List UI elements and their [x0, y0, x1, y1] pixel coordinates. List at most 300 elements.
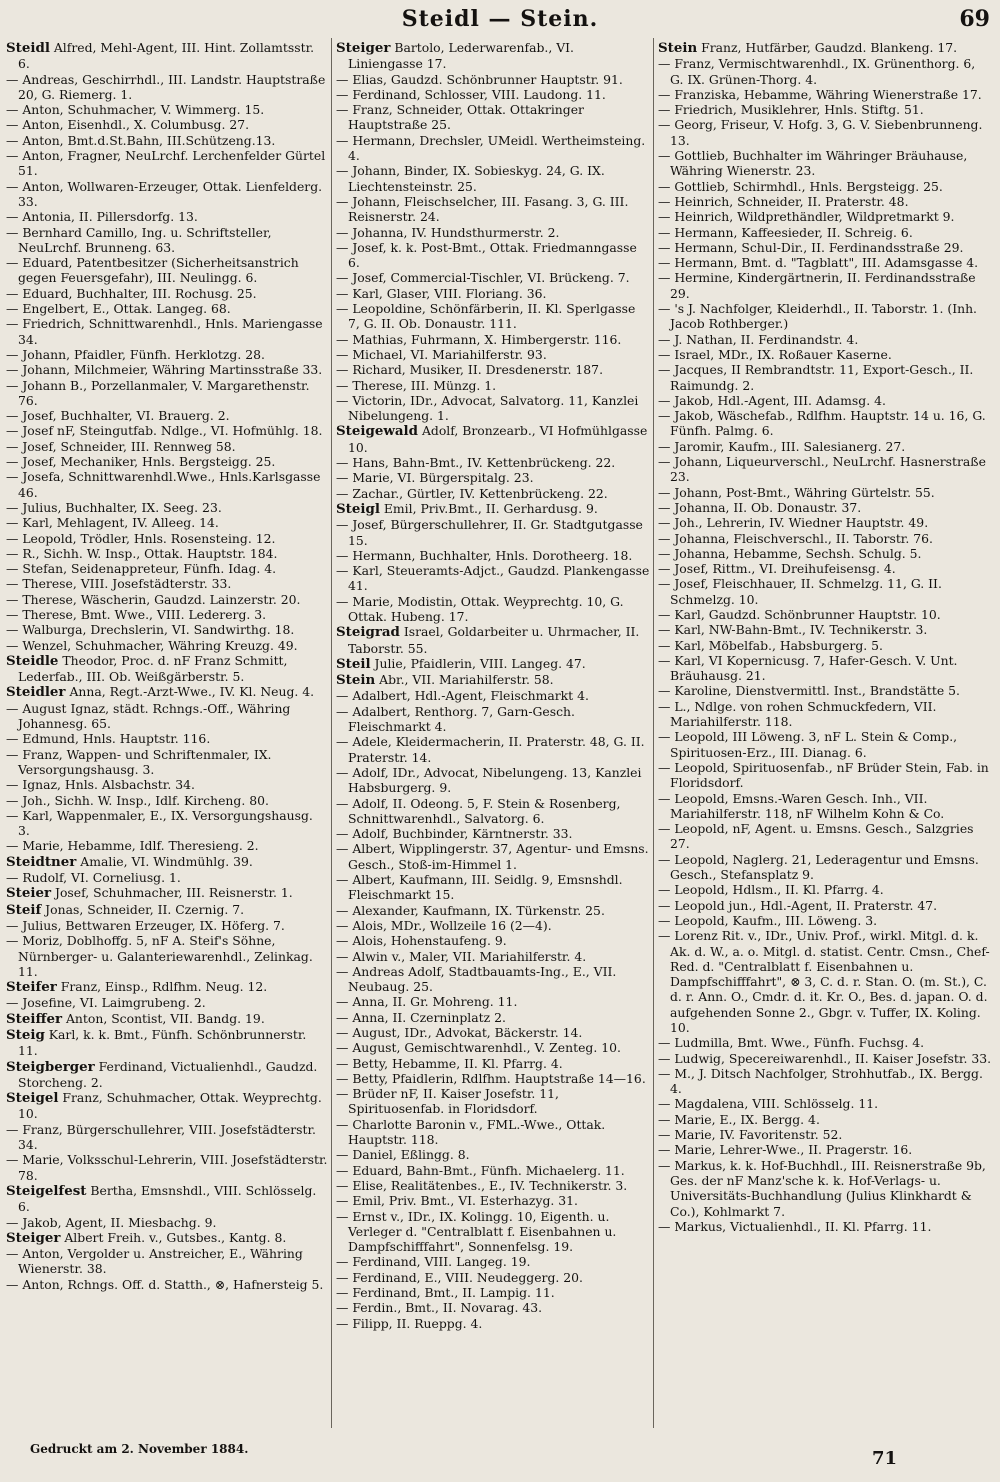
entry-text: — Franz, Wappen- und Schriftenmaler, IX. Versorgungshausg. 3. — [6, 746, 272, 777]
entry-text: — Johanna, Fleischverschl., II. Taborstr. 76. — [658, 530, 933, 546]
surname: Steidler — [6, 684, 66, 701]
surname: Steiffer — [6, 1010, 63, 1027]
directory-entry — [6, 838, 328, 853]
entry-text: — Wenzel, Schuhmacher, Währing Kreuzg. 49. — [6, 637, 298, 653]
directory-entry — [6, 117, 328, 132]
directory-entry — [658, 1219, 992, 1234]
entry-text: — Leopold, nF, Agent. u. Emsns. Gesch., Salzgries 27. — [658, 821, 974, 852]
entry-text: — Hermann, Bmt. d. "Tagblatt", III. Adamsgasse 4. — [658, 255, 979, 271]
directory-entry — [658, 622, 992, 637]
directory-entry — [336, 133, 650, 164]
entry-text: — Johanna, II. Ob. Donaustr. 37. — [658, 499, 862, 515]
entry-text: — Adalbert, Hdl.-Agent, Fleischmarkt 4. — [336, 688, 589, 704]
entry-text: — Hermann, Buchhalter, Hnls. Dorotheerg. 18. — [336, 547, 633, 563]
directory-entry — [336, 517, 650, 548]
directory-column-1 — [6, 40, 328, 1425]
directory-entry — [658, 791, 992, 822]
entry-text: — Johann B., Porzellanmaler, V. Margarethenstr. 76. — [6, 377, 310, 408]
entry-text: — Karl, NW-Bahn-Bmt., IV. Technikerstr. 3. — [658, 622, 928, 638]
directory-entry — [336, 1163, 650, 1178]
directory-entry — [336, 240, 650, 271]
directory-entry — [336, 964, 650, 995]
entry-text: — Anna, II. Gr. Mohreng. 11. — [336, 994, 518, 1010]
directory-entry — [658, 546, 992, 561]
directory-entry — [658, 1096, 992, 1111]
entry-text: — Johann, Fleischselcher, III. Fasang. 3, G. III. Reisnerstr. 24. — [336, 193, 629, 225]
entry-text: — Ludwig, Specereiwarenhdl., II. Kaiser Josefstr. 33. — [658, 1050, 992, 1066]
directory-entry — [336, 903, 650, 918]
directory-entry — [6, 179, 328, 210]
directory-entry — [658, 607, 992, 622]
entry-text: — Ferdinand, E., VIII. Neudeggerg. 20. — [336, 1269, 583, 1285]
directory-entry — [336, 594, 650, 625]
directory-entry — [6, 1059, 328, 1091]
entry-text: — Therese, III. Münzg. 1. — [336, 377, 497, 393]
directory-entry — [6, 870, 328, 885]
directory-entry — [6, 561, 328, 576]
directory-entry — [336, 1254, 650, 1269]
surname: Steifer — [6, 979, 57, 996]
entry-text: — Anna, II. Czerninplatz 2. — [336, 1009, 506, 1025]
entry-text: — Marie, Lehrer-Wwe., II. Pragerstr. 16. — [658, 1142, 913, 1158]
entry-text: — Eduard, Bahn-Bmt., Fünfh. Michaelerg. 11. — [336, 1162, 625, 1178]
entry-text: — Emil, Priv. Bmt., VI. Esterhazyg. 31. — [336, 1193, 578, 1209]
entry-text: — Eduard, Patentbesitzer (Sicherheitsanstrich gegen Feuersgefahr), III. Neulingg. 6. — [6, 255, 299, 286]
entry-text: Israel, Goldarbeiter u. Uhrmacher, II. Taborstr. 55. — [348, 624, 640, 656]
directory-entry — [336, 501, 650, 517]
directory-entry — [336, 301, 650, 332]
directory-entry — [658, 729, 992, 760]
surname: Steil — [336, 655, 371, 672]
directory-entry — [6, 1027, 328, 1059]
entry-text: — Stefan, Seidenappreteur, Fünfh. Idag. 4. — [6, 561, 277, 577]
directory-entry — [6, 701, 328, 732]
entry-text: — Leopoldine, Schönfärberin, II. Kl. Sperlgasse 7, G. II. Ob. Donaustr. 111. — [336, 301, 636, 332]
surname: Stein — [336, 672, 376, 689]
directory-entry — [336, 194, 650, 225]
directory-entry — [6, 255, 328, 286]
entry-text: — Magdalena, VIII. Schlösselg. 11. — [658, 1096, 879, 1112]
entry-text: — Anton, Bmt.d.St.Bahn, III.Schützeng.13. — [6, 132, 276, 148]
entry-text: — Heinrich, Schneider, II. Praterstr. 48. — [658, 193, 909, 209]
surname: Steidle — [6, 652, 59, 669]
directory-entry — [658, 913, 992, 928]
entry-text: — Jakob, Hdl.-Agent, III. Adamsg. 4. — [658, 392, 886, 408]
entry-text: — Hermine, Kindergärtnerin, II. Ferdinandsstraße 29. — [658, 270, 976, 301]
entry-text: — Michael, VI. Mariahilferstr. 93. — [336, 346, 547, 362]
directory-entry — [336, 1193, 650, 1208]
directory-entry — [336, 1071, 650, 1086]
directory-entry — [6, 1090, 328, 1122]
entry-text: — August, Gemischtwarenhdl., V. Zenteg. 10. — [336, 1040, 621, 1056]
entry-text: — Ferdinand, Schlosser, VIII. Laudong. 11. — [336, 86, 606, 102]
directory-entry — [336, 1086, 650, 1117]
directory-entry — [6, 1215, 328, 1230]
entry-text: — Jakob, Wäschefab., Rdlfhm. Hauptstr. 14 u. 16, G. Fünfh. Palmg. 6. — [658, 408, 986, 439]
entry-text: — Marie, VI. Bürgerspitalg. 23. — [336, 470, 534, 486]
entry-text: — Johanna, IV. Hundsthurmerstr. 2. — [336, 224, 560, 240]
entry-text: — Brüder nF, II. Kaiser Josefstr. 11, Spirituosenfab. in Floridsdorf. — [336, 1086, 559, 1117]
directory-entry — [6, 500, 328, 515]
directory-entry — [6, 854, 328, 870]
directory-entry — [336, 672, 650, 688]
directory-entry — [658, 179, 992, 194]
surname: Steigewald — [336, 423, 418, 440]
entry-text: — Ernst v., IDr., IX. Kolingg. 10, Eigenth. u. Verleger d. "Centralblatt f. Eisenbahnen u. Dampfschifffahrt", Sonnenfelsg. 19. — [336, 1208, 617, 1255]
entry-text: — Jaromir, Kaufm., III. Salesianerg. 27. — [658, 438, 906, 454]
entry-text: — Leopold, III Löweng. 3, nF L. Stein & Comp., Spirituosen-Erz., III. Dianag. 6. — [658, 729, 958, 760]
entry-text: — Anton, Eisenhdl., X. Columbusg. 27. — [6, 117, 250, 133]
directory-entry — [336, 1270, 650, 1285]
entry-text: — Johann, Binder, IX. Sobieskyg. 24, G. IX. Liechtensteinstr. 25. — [336, 163, 605, 194]
directory-entry — [336, 765, 650, 796]
entry-text: — Gottlieb, Schirmhdl., Hnls. Bergsteigg. 25. — [658, 178, 943, 194]
directory-entry — [658, 194, 992, 209]
directory-entry — [6, 1246, 328, 1277]
directory-entry — [658, 699, 992, 730]
directory-entry — [336, 455, 650, 470]
directory-entry — [658, 270, 992, 301]
entry-text: Amalie, VI. Windmühlg. 39. — [76, 853, 253, 869]
directory-entry — [658, 240, 992, 255]
directory-entry — [658, 576, 992, 607]
directory-entry — [658, 102, 992, 117]
directory-entry — [658, 531, 992, 546]
entry-text: — Markus, k. k. Hof-Buchhdl., III. Reisnerstraße 9b, Ges. der nF Manz'sche k. k. Hof-Verlags- u. Universitäts-Buchhandlung (Julius Klinkhardt & Co.), Kohlmarkt 7. — [658, 1157, 986, 1219]
directory-entry — [336, 872, 650, 903]
entry-text: — Anton, Vergolder u. Anstreicher, E., Währing Wienerstr. 38. — [6, 1246, 303, 1277]
directory-entry — [336, 347, 650, 362]
directory-entry — [658, 515, 992, 530]
directory-entry — [6, 979, 328, 995]
directory-entry — [658, 393, 992, 408]
directory-entry — [336, 40, 650, 72]
entry-text: — Heinrich, Wildprethändler, Wildpretmarkt 9. — [658, 209, 955, 225]
entry-text: — Leopold, Trödler, Hnls. Rosensteing. 12. — [6, 530, 276, 546]
entry-text: — M., J. Ditsch Nachfolger, Strohhutfab., IX. Bergg. 4. — [658, 1065, 983, 1097]
entry-text: Bartolo, Lederwarenfab., VI. Liniengasse 17. — [348, 40, 574, 72]
entry-text: Emil, Priv.Bmt., II. Gerhardusg. 9. — [379, 500, 598, 516]
entry-text: — Leopold, Hdlsm., II. Kl. Pfarrg. 4. — [658, 882, 884, 898]
entry-text: — August Ignaz, städt. Rchngs.-Off., Währing Johannesg. 65. — [6, 700, 291, 732]
directory-entry — [336, 1010, 650, 1025]
directory-entry — [336, 563, 650, 594]
directory-entry — [6, 1230, 328, 1246]
directory-entry — [658, 653, 992, 684]
directory-entry — [6, 102, 328, 117]
entry-text: — Antonia, II. Pillersdorfg. 13. — [6, 209, 198, 225]
entry-text: — Josef, Fleischhauer, II. Schmelzg. 11, G. II. Schmelzg. 10. — [658, 576, 942, 607]
entry-text: — Gottlieb, Buchhalter im Währinger Bräuhause, Währing Wienerstr. 23. — [658, 148, 968, 179]
directory-entry — [336, 362, 650, 377]
surname: Steig — [6, 1027, 45, 1043]
entry-text: — Andreas, Geschirrhdl., III. Landstr. Hauptstraße 20, G. Riemerg. 1. — [6, 71, 326, 102]
surname: Steigl — [336, 500, 380, 517]
directory-entry — [6, 225, 328, 256]
entry-text: — Marie, IV. Favoritenstr. 52. — [658, 1127, 843, 1143]
entry-text: — Karl, Mehlagent, IV. Alleeg. 14. — [6, 515, 219, 531]
entry-text: — Therese, Bmt. Wwe., VIII. Ledererg. 3. — [6, 606, 267, 622]
surname: Steier — [6, 885, 52, 902]
entry-text: — Leopold, Emsns.-Waren Gesch. Inh., VII. Mariahilferstr. 118, nF Wilhelm Kohn & Co. — [658, 790, 945, 821]
entry-text: Adolf, Bronzearb., VI Hofmühlgasse 10. — [348, 423, 648, 455]
directory-entry — [336, 470, 650, 485]
entry-text: — Leopold, Spirituosenfab., nF Brüder Stein, Fab. in Floridsdorf. — [658, 759, 989, 791]
directory-entry — [658, 332, 992, 347]
directory-entry — [6, 408, 328, 423]
directory-entry — [336, 796, 650, 827]
directory-entry — [658, 1142, 992, 1157]
directory-entry — [658, 87, 992, 102]
directory-entry — [336, 332, 650, 347]
entry-text: — Rudolf, VI. Corneliusg. 1. — [6, 870, 181, 886]
entry-text: — Moriz, Doblhoffg. 5, nF A. Steif's Söhne, Nürnberger- u. Galanteriewarenhdl., Zelinkag. 11. — [6, 933, 313, 979]
entry-text: — Karl, Gaudzd. Schönbrunner Hauptstr. 10. — [658, 606, 941, 622]
surname: Steiger — [6, 1229, 61, 1246]
directory-entry — [658, 40, 992, 56]
entry-text: — Jacques, II Rembrandtstr. 11, Export-Gesch., II. Raimundg. 2. — [658, 362, 974, 393]
entry-text: — Alexander, Kaufmann, IX. Türkenstr. 25. — [336, 902, 605, 918]
entry-text: — Jakob, Agent, II. Miesbachg. 9. — [6, 1214, 217, 1230]
directory-entry — [336, 624, 650, 656]
entry-text: Ferdinand, Victualienhdl., Gaudzd. Storcheng. 2. — [18, 1058, 318, 1090]
entry-text: — Richard, Musiker, II. Dresdenerstr. 187. — [336, 362, 604, 378]
entry-text: — Charlotte Baronin v., FML.-Wwe., Ottak. Hauptstr. 118. — [336, 1116, 606, 1148]
entry-text: — Josefine, VI. Laimgrubeng. 2. — [6, 995, 206, 1011]
entry-text: — Josef nF, Steingutfab. Ndlge., VI. Hofmühlg. 18. — [6, 423, 323, 439]
entry-text: — Julius, Bettwaren Erzeuger, IX. Höferg. 7. — [6, 917, 285, 933]
directory-entry — [336, 102, 650, 133]
directory-entry — [336, 1178, 650, 1193]
directory-entry — [336, 656, 650, 672]
entry-text: — Betty, Pfaidlerin, Rdlfhm. Hauptstraße 14—16. — [336, 1070, 646, 1086]
directory-entry — [6, 531, 328, 546]
entry-text: — Alois, Hohenstaufeng. 9. — [336, 933, 507, 949]
directory-entry — [6, 378, 328, 409]
surname: Steigrad — [336, 624, 400, 641]
directory-entry — [6, 209, 328, 224]
directory-entry — [658, 454, 992, 485]
surname: Steidtner — [6, 853, 77, 870]
directory-entry — [6, 607, 328, 622]
directory-entry — [336, 688, 650, 703]
directory-column-2 — [336, 40, 650, 1425]
entry-text: — Leopold, Kaufm., III. Löweng. 3. — [658, 912, 878, 928]
entry-text: — Leopold, Naglerg. 21, Lederagentur und Emsns. Gesch., Stefansplatz 9. — [658, 851, 979, 883]
entry-text: Jonas, Schneider, II. Czernig. 7. — [41, 901, 245, 917]
surname: Stein — [658, 40, 698, 56]
entry-text: — Franz, Schneider, Ottak. Ottakringer Hauptstraße 25. — [336, 102, 584, 133]
entry-text: — Daniel, Eßlingg. 8. — [336, 1147, 470, 1163]
directory-entry — [6, 1277, 328, 1292]
entry-text: Julie, Pfaidlerin, VIII. Langeg. 47. — [370, 655, 586, 671]
directory-entry — [6, 40, 328, 72]
directory-entry — [6, 777, 328, 792]
entry-text: — Johanna, Hebamme, Sechsh. Schulg. 5. — [658, 545, 922, 561]
directory-entry — [658, 1112, 992, 1127]
entry-text: — Anton, Rchngs. Off. d. Statth., ⊗, Hafnersteig 5. — [6, 1276, 324, 1292]
directory-entry — [6, 1152, 328, 1183]
entry-text: — Karoline, Dienstvermittl. Inst., Brandstätte 5. — [658, 683, 960, 699]
directory-entry — [336, 949, 650, 964]
entry-text: — Franz, Vermischtwarenhdl., IX. Grünenthorg. 6, G. IX. Grünen-Thorg. 4. — [658, 56, 976, 87]
directory-entry — [336, 1316, 650, 1331]
entry-text: — Walburga, Drechslerin, VI. Sandwirthg. 18. — [6, 622, 295, 638]
entry-text: — Joh., Sichh. W. Insp., Idlf. Kircheng. 80. — [6, 792, 269, 808]
entry-text: — Franziska, Hebamme, Währing Wienerstraße 17. — [658, 86, 982, 102]
entry-text: — Alwin v., Maler, VII. Mariahilferstr. 4. — [336, 948, 587, 964]
entry-text: — Ignaz, Hnls. Alsbachstr. 34. — [6, 777, 195, 793]
entry-text: — Israel, MDr., IX. Roßauer Kaserne. — [658, 346, 892, 362]
directory-entry — [6, 793, 328, 808]
entry-text: — Franz, Bürgerschullehrer, VIII. Josefstädterstr. 34. — [6, 1121, 316, 1153]
entry-text: — Anton, Schuhmacher, V. Wimmerg. 15. — [6, 102, 265, 118]
directory-entry — [336, 225, 650, 240]
directory-entry — [658, 500, 992, 515]
entry-text: — Marie, Hebamme, Idlf. Theresieng. 2. — [6, 838, 259, 854]
entry-text: Albert Freih. v., Gutsbes., Kantg. 8. — [60, 1229, 287, 1245]
entry-text: — Lorenz Rit. v., IDr., Univ. Prof., wirkl. Mitgl. d. k. Ak. d. W., a. o. Mitgl. d. statist. Centr. Cmsn., Chef-Red. d. "Centralblatt f. Eisenbahnen u. Dampfschifffahrt", ⊗ 3, C. d. r. Stan. O. (m. St.), C. d. r. Ann. O., Cmdr. d. it. Kr. O., Bes. d. japan. O. d. aufgehenden Sonne 2., Gbgr. v. Tuffer, IX. Koling. 10. — [658, 928, 990, 1035]
directory-entry — [6, 933, 328, 979]
surname: Steigelfest — [6, 1182, 87, 1199]
directory-entry — [658, 882, 992, 897]
directory-entry — [336, 486, 650, 501]
entry-text: — Karl, Möbelfab., Habsburgerg. 5. — [658, 637, 883, 653]
entry-text: — Eduard, Buchhalter, III. Rochusg. 25. — [6, 285, 257, 301]
entry-text: Alfred, Mehl-Agent, III. Hint. Zollamtsstr. 6. — [18, 40, 315, 72]
directory-entry — [658, 255, 992, 270]
directory-entry — [336, 933, 650, 948]
entry-text: — Hermann, Drechsler, UMeidl. Wertheimsteing. 4. — [336, 132, 646, 164]
entry-text: — Hans, Bahn-Bmt., IV. Kettenbrückeng. 22. — [336, 455, 616, 471]
entry-text: — 's J. Nachfolger, Kleiderhdl., II. Taborstr. 1. (Inh. Jacob Rothberger.) — [658, 301, 978, 332]
directory-entry — [6, 454, 328, 469]
directory-entry — [6, 439, 328, 454]
entry-text: — August, IDr., Advokat, Bäckerstr. 14. — [336, 1025, 583, 1040]
entry-text: — Elias, Gaudzd. Schönbrunner Hauptstr. 91. — [336, 71, 623, 87]
entry-text: — Karl, VI Kopernicusg. 7, Hafer-Gesch. V. Unt. Bräuhausg. 21. — [658, 652, 958, 684]
entry-text: — Anton, Wollwaren-Erzeuger, Ottak. Lienfelderg. 33. — [6, 178, 323, 209]
entry-text: — Ferdin., Bmt., II. Novarag. 43. — [336, 1300, 543, 1316]
entry-text: Theodor, Proc. d. nF Franz Schmitt, Lederfab., III. Ob. Weißgärberstr. 5. — [18, 652, 288, 685]
entry-text: — Filipp, II. Rueppg. 4. — [336, 1315, 483, 1331]
directory-entry — [6, 576, 328, 591]
directory-entry — [658, 209, 992, 224]
entry-text: — Adolf, Buchbinder, Kärntnerstr. 33. — [336, 826, 573, 842]
entry-text: — Josef, k. k. Post-Bmt., Ottak. Friedmanngasse 6. — [336, 239, 637, 271]
entry-text: Bertha, Emsnshdl., VIII. Schlösselg. 6. — [18, 1182, 317, 1215]
entry-text: — Adolf, IDr., Advocat, Nibelungeng. 13, Kanzlei Habsburgerg. 9. — [336, 764, 642, 796]
entry-text: — Bernhard Camillo, Ing. u. Schriftsteller, NeuLrchf. Brunneng. 63. — [6, 224, 272, 255]
directory-entry — [336, 163, 650, 194]
directory-entry — [6, 653, 328, 685]
entry-text: — Josef, Bürgerschullehrer, II. Gr. Stadtgutgasse 15. — [336, 517, 643, 548]
surname: Steif — [6, 901, 42, 918]
directory-entry — [658, 362, 992, 393]
directory-entry — [658, 485, 992, 500]
entry-text: — Alois, MDr., Wollzeile 16 (2—4). — [336, 917, 552, 933]
directory-entry — [658, 148, 992, 179]
entry-text: — Karl, Glaser, VIII. Floriang. 36. — [336, 285, 547, 301]
directory-entry — [336, 1285, 650, 1300]
entry-text: — Josefa, Schnittwarenhdl.Wwe., Hnls.Karlsgasse 46. — [6, 469, 321, 500]
directory-entry — [658, 898, 992, 913]
entry-text: — Victorin, IDr., Advocat, Salvatorg. 11, Kanzlei Nibelungeng. 1. — [336, 392, 639, 424]
entry-text: — Ferdinand, VIII. Langeg. 19. — [336, 1254, 531, 1270]
entry-text: — Josef, Mechaniker, Hnls. Bergsteigg. 25. — [6, 454, 276, 470]
directory-entry — [6, 347, 328, 362]
entry-text: — Josef, Schneider, III. Rennweg 58. — [6, 438, 236, 454]
directory-entry — [658, 760, 992, 791]
directory-entry — [6, 316, 328, 347]
entry-text: Anton, Scontist, VII. Bandg. 19. — [62, 1010, 265, 1026]
directory-entry — [336, 378, 650, 393]
directory-entry — [336, 87, 650, 102]
directory-entry — [6, 1122, 328, 1153]
entry-text: — Elise, Realitätenbes., E., IV. Technikerstr. 3. — [336, 1177, 628, 1193]
entry-text: — Friedrich, Schnittwarenhdl., Hnls. Mariengasse 34. — [6, 316, 323, 347]
entry-text: — Karl, Steueramts-Adjct., Gaudzd. Plankengasse 41. — [336, 563, 650, 594]
directory-entry — [6, 592, 328, 607]
directory-entry — [6, 362, 328, 377]
entry-text: — Albert, Kaufmann, III. Seidlg. 9, Emsnshdl. Fleischmarkt 15. — [336, 872, 623, 903]
directory-entry — [336, 918, 650, 933]
directory-entry — [658, 439, 992, 454]
entry-text: — Zachar., Gürtler, IV. Kettenbrückeng. 22. — [336, 485, 608, 501]
surname: Steigel — [6, 1090, 59, 1107]
directory-entry — [658, 1051, 992, 1066]
entry-text: — Marie, Modistin, Ottak. Weyprechtg. 10, G. Ottak. Hubeng. 17. — [336, 593, 624, 624]
directory-entry — [336, 548, 650, 563]
entry-text: — Josef, Rittm., VI. Dreihufeisensg. 4. — [658, 561, 896, 577]
directory-entry — [6, 1011, 328, 1027]
directory-entry — [6, 918, 328, 933]
entry-text: — R., Sichh. W. Insp., Ottak. Hauptstr. 184. — [6, 545, 278, 561]
entry-text: — Johann, Liqueurverschl., NeuLrchf. Hasnerstraße 23. — [658, 454, 986, 485]
directory-entry — [6, 995, 328, 1010]
directory-entry — [336, 1056, 650, 1071]
entry-text: — Johann, Milchmeier, Währing Martinsstraße 33. — [6, 362, 323, 378]
directory-entry — [658, 1127, 992, 1142]
directory-entry — [658, 301, 992, 332]
directory-entry — [6, 638, 328, 653]
directory-entry — [336, 734, 650, 765]
directory-entry — [336, 286, 650, 301]
directory-entry — [658, 928, 992, 1035]
directory-entry — [6, 133, 328, 148]
entry-text: — Marie, E., IX. Bergg. 4. — [658, 1111, 820, 1127]
directory-entry — [6, 747, 328, 778]
directory-entry — [6, 622, 328, 637]
entry-text: Josef, Schuhmacher, III. Reisnerstr. 1. — [51, 885, 293, 901]
directory-entry — [658, 561, 992, 576]
directory-entry — [336, 270, 650, 285]
page-header-number: 69 — [959, 6, 990, 32]
directory-entry — [6, 808, 328, 839]
entry-text: — Joh., Lehrerin, IV. Wiedner Hauptstr. 49. — [658, 515, 929, 531]
entry-text: — Johann, Post-Bmt., Währing Gürtelstr. 55. — [658, 484, 935, 500]
entry-text: — Adolf, II. Odeong. 5, F. Stein & Rosenberg, Schnittwarenhdl., Salvatorg. 6. — [336, 795, 621, 826]
directory-entry — [6, 301, 328, 316]
directory-column-3 — [658, 40, 992, 1425]
entry-text: — Johann, Pfaidler, Fünfh. Herklotzg. 28. — [6, 346, 265, 362]
entry-text: — Hermann, Kaffeesieder, II. Schreig. 6. — [658, 224, 913, 240]
page-header-title: Steidl — Stein. — [401, 6, 599, 32]
directory-entry — [336, 1040, 650, 1055]
directory-entry — [6, 286, 328, 301]
column-divider — [653, 38, 654, 1428]
directory-entry — [6, 684, 328, 700]
